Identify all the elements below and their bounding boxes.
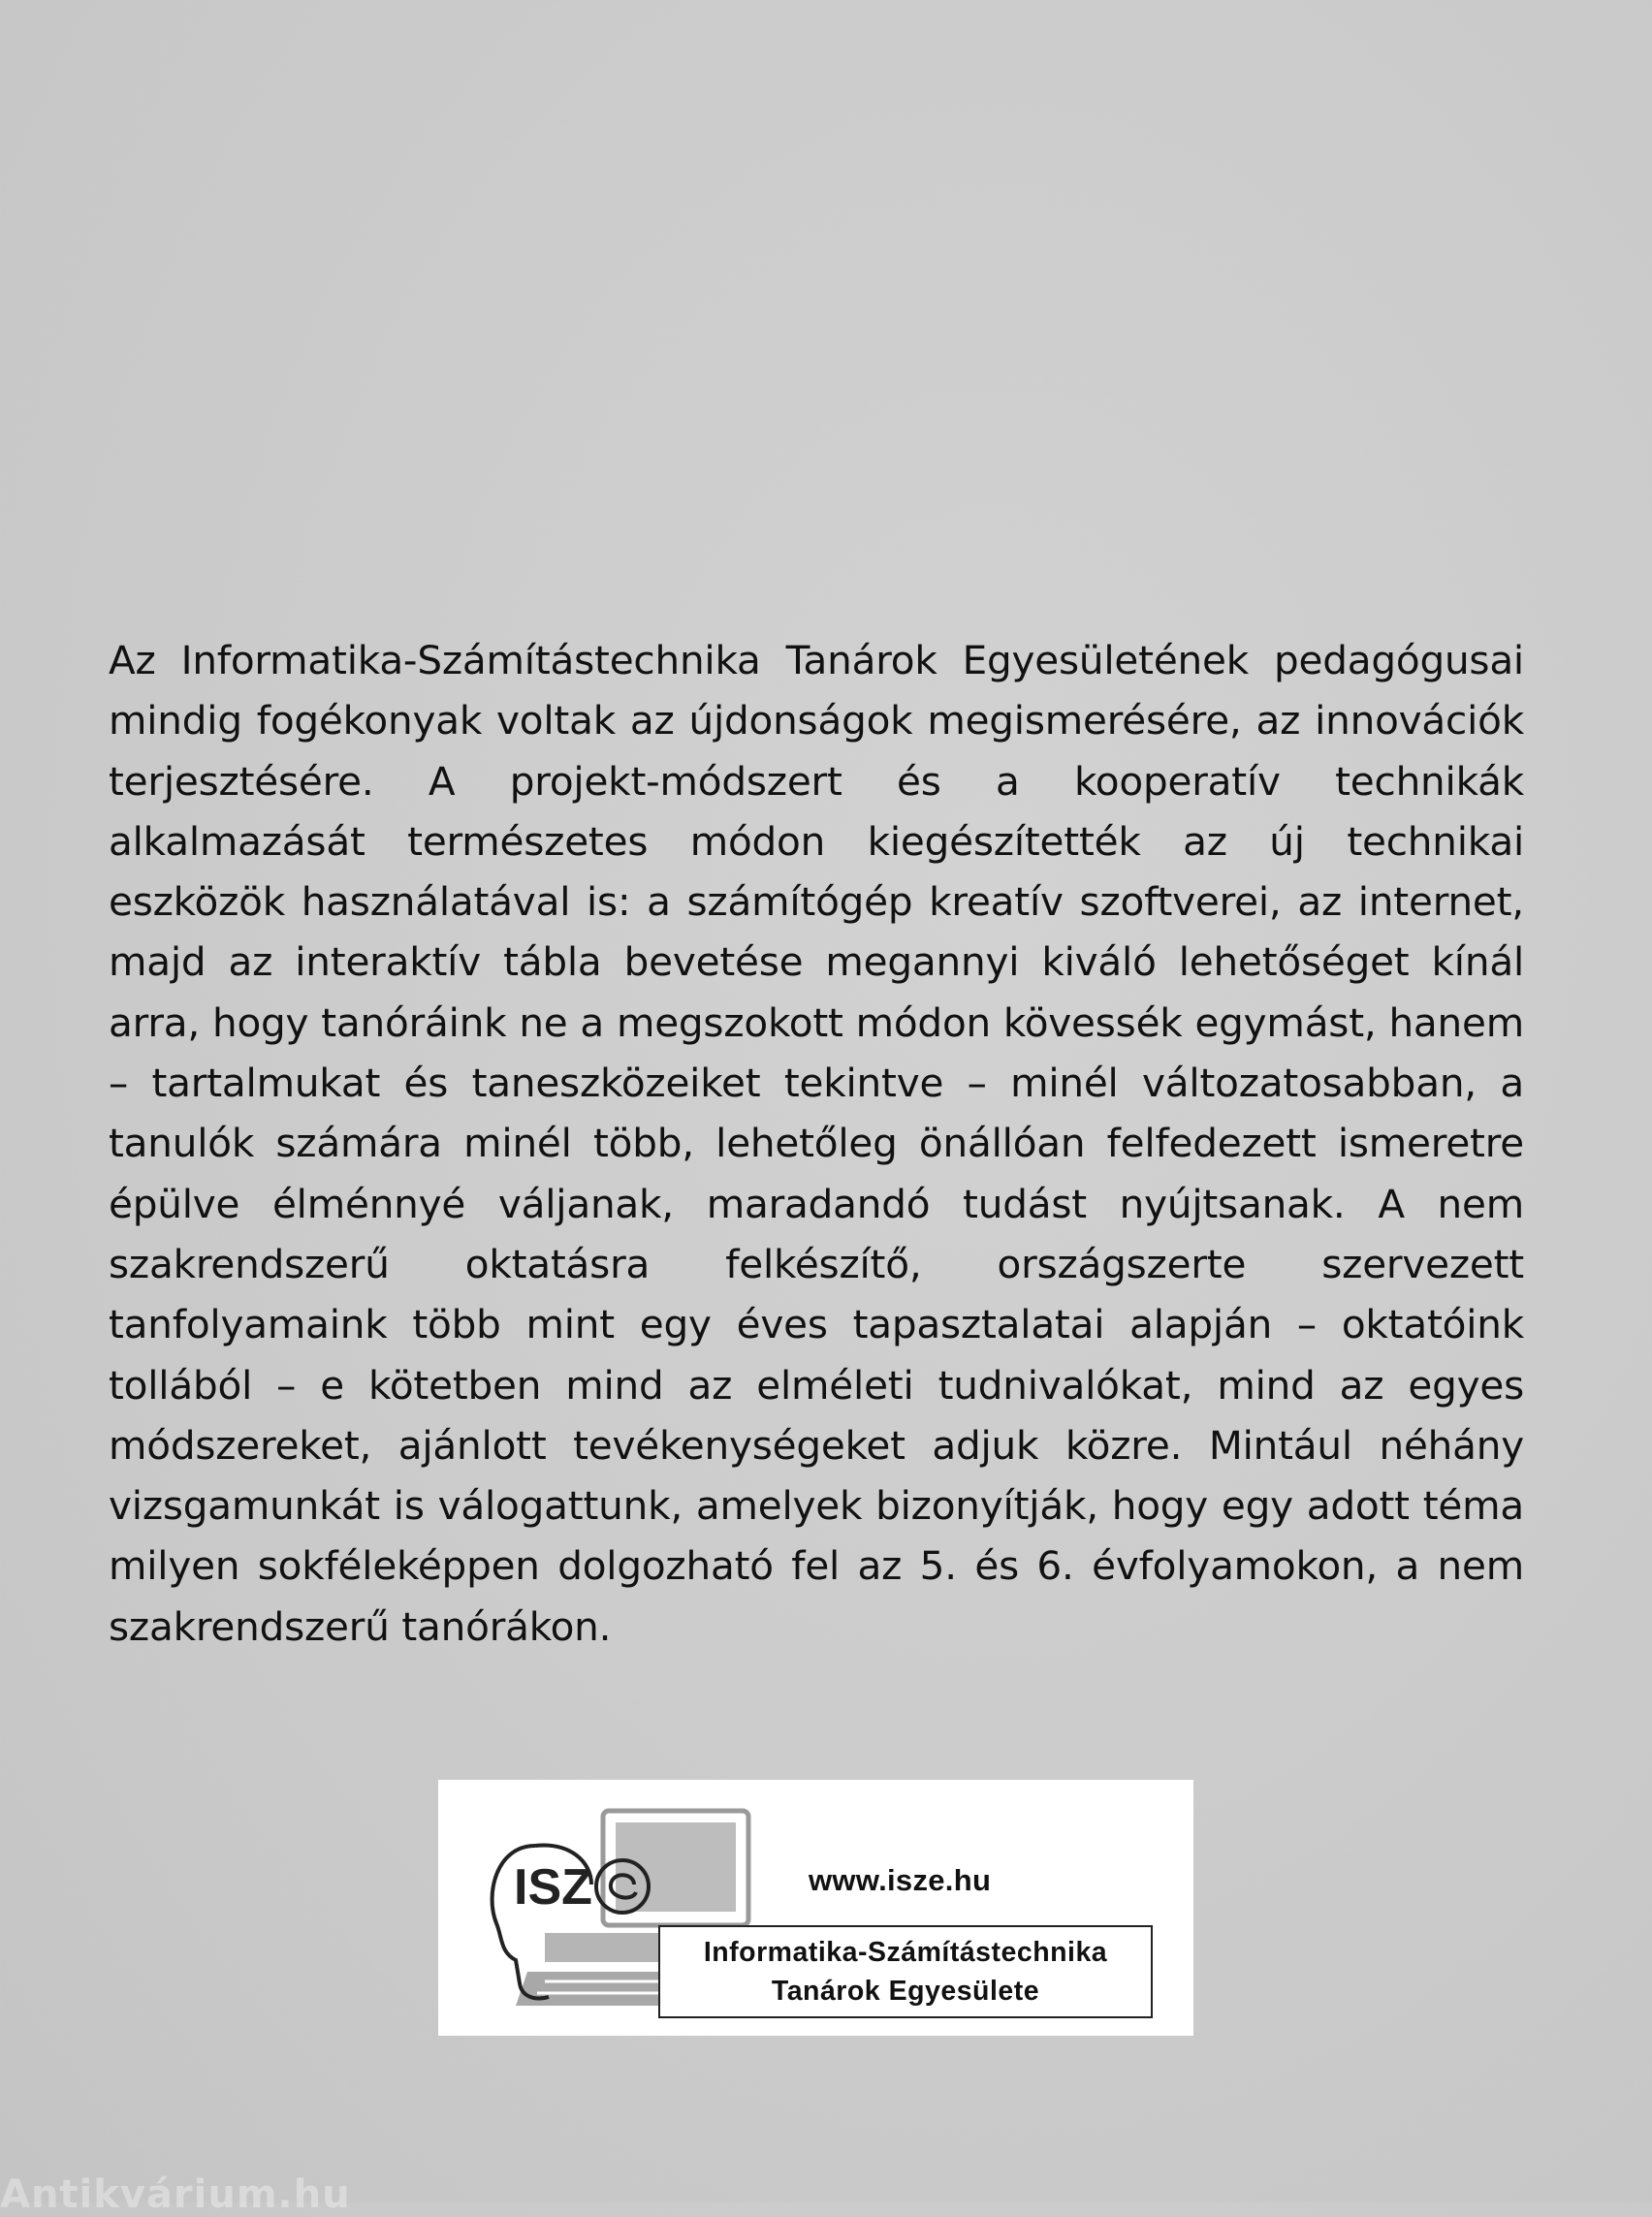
publisher-name-line-2: Tanárok Egyesülete bbox=[771, 1976, 1040, 2007]
publisher-url: www.isze.hu bbox=[809, 1863, 992, 1897]
publisher-name-box bbox=[658, 1925, 1153, 2018]
logo-mark-text: ISZ bbox=[514, 1859, 592, 1916]
blurb-text-block bbox=[109, 630, 1524, 1657]
blurb-paragraph: Az Informatika-Számítástechnika Tanárok Egyesületének pedagógusai mindig fogékonyak voltak az újdonságok megismerésére, az innovációk terjesztésére. A projekt-módszert és a kooperatív technikák alkalmazását természetes módon kiegészítették az új technikai eszközök használatával is: a számítógép kreatív szoftverei, az internet, majd az interaktív tábla bevetése megannyi kiváló lehetőséget kínál arra, hogy tanóráink ne a megszokott módon kövessék egymást, hanem – tartalmukat és taneszközeiket tekintve – minél változatosabban, a tanulók számára minél több, lehetőleg önállóan felfedezett ismeretre épülve élménnyé váljanak, maradandó tudást nyújtsanak. A nem szakrendszerű oktatásra felkészítő, országszerte szervezett tanfolyamaink több mint egy éves tapasztalatai alapján – oktatóink tollából – e kötetben mind az elméleti tudnivalókat, mind az egyes módszereket, ajánlott tevékenységeket adjuk közre. Mintául néhány vizsgamunkát is válogattunk, amelyek bizonyítják, hogy egy adott téma milyen sokféleképpen dolgozható fel az 5. és 6. évfolyamokon, a nem szakrendszerű tanórákon. bbox=[109, 637, 1524, 1650]
publisher-logo-panel bbox=[438, 1780, 1193, 2036]
publisher-name-line-1: Informatika-Számítástechnika bbox=[703, 1937, 1108, 1968]
watermark: Antikvárium.hu bbox=[0, 2172, 351, 2217]
